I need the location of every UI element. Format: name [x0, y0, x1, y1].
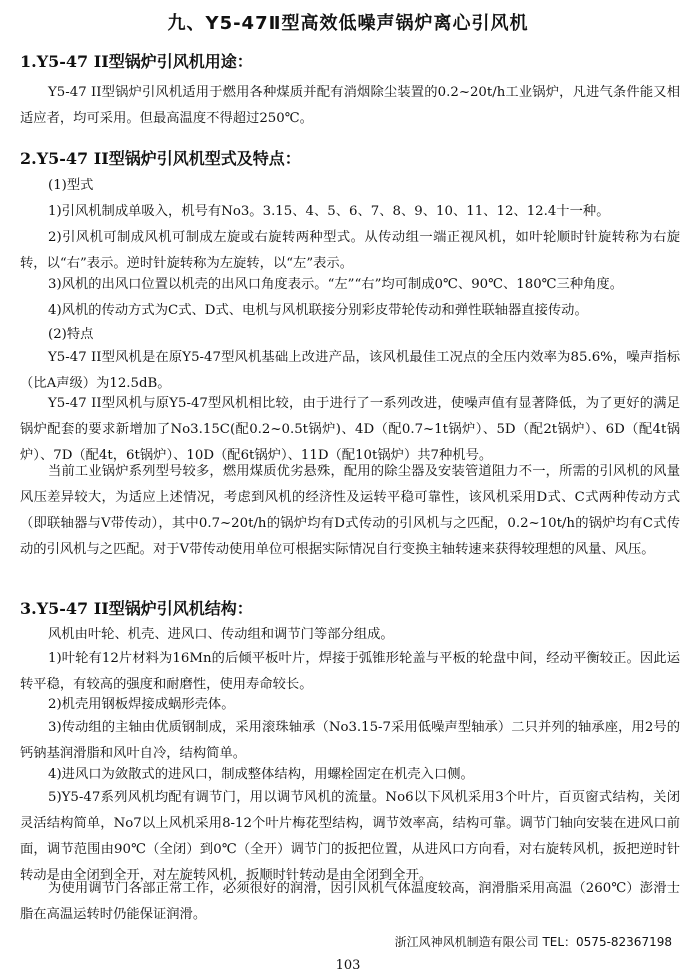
- structure-item-6: 为使用调节门各部正常工作，必须很好的润滑，因引风机气体温度较高，润滑脂采用高温（260℃）澎滑士脂在高温运转时仍能保证润滑。: [20, 881, 680, 922]
- features-paragraph-1: Y5-47 II型风机是在原Y5-47型风机基础上改进产品，该风机最佳工况点的全压内效率为85.6%，噪声指标（比A声级）为12.5dB。: [20, 350, 680, 391]
- structure-item-5: 5)Y5-47系列风机均配有调节门，用以调节风机的流量。No6以下风机采用3个叶片，百页窗式结构，关闭灵活结构简单，No7以上风机采用8-12个叶片梅花型结构，调节效率高，结构可靠。调节门轴向安装在进风口前面，调节范围由90℃（全闭）到0℃（全开）调节门的扳把位置，从进风口方向看，对右旋转风机，扳把逆时针转动是由全闭到全开，对左旋转风机，扳顺时针转动是由全闭到全开。: [20, 790, 680, 883]
- structure-intro: 风机由叶轮、机壳、进风口、传动组和调节门等部分组成。: [48, 627, 394, 642]
- form-item-2: 2)引风机可制成风机可制成左旋或右旋转两种型式。从传动组一端正视风机，如叶轮顺时针旋转称为右旋转，以“右”表示。逆时针旋转称为左旋转，以“左”表示。: [20, 230, 680, 271]
- section-2-heading: 2.Y5-47 II型锅炉引风机型式及特点：: [20, 149, 301, 168]
- subheading-features: (2)特点: [48, 327, 94, 342]
- page-number: 103: [335, 958, 361, 973]
- footer-company-info: 浙江风神风机制造有限公司 TEL：0575-82367198: [394, 935, 672, 949]
- structure-item-2: 2)机壳用钢板焊接成蜗形壳体。: [48, 697, 235, 712]
- form-item-4: 4)风机的传动方式为C式、D式、电机与风机联接分别彩皮带轮传动和弹性联轴器直接传动。: [48, 303, 588, 318]
- form-item-1: 1)引风机制成单吸入，机号有No3。3.15、4、5、6、7、8、9、10、11、12、12.4十一种。: [48, 204, 610, 219]
- structure-item-4: 4)进风口为敛散式的进风口，制成整体结构，用螺栓固定在机壳入口侧。: [48, 767, 474, 782]
- section-3-heading: 3.Y5-47 II型锅炉引风机结构：: [20, 599, 253, 618]
- features-paragraph-2: Y5-47 II型风机与原Y5-47型风机相比较，由于进行了一系列改进，使噪声值有显著降低，为了更好的满足锅炉配套的要求新增加了No3.15C(配0.2~0.5t锅炉)、4D（配0.7~1t锅炉）、5D（配2t锅炉）、6D（配4t锅炉）、7D（配4t，6t锅炉）、10D（配6t锅炉）、11D（配10t锅炉）共7种机号。: [20, 396, 680, 463]
- features-paragraph-3: 当前工业锅炉系列型号较多，燃用煤质优劣悬殊，配用的除尘器及安装管道阻力不一，所需的引风机的风量风压差异较大，为适应上述情况，考虑到风机的经济性及运转平稳可靠性，该风机采用D式、C式两种传动方式（即联轴器与V带传动），其中0.7~20t/h的锅炉均有D式传动的引风机与之匹配，0.2~10t/h的锅炉均有C式传动的引风机与之匹配。对于V带传动使用单位可根据实际情况自行变换主轴转速来获得较理想的风量、风压。: [20, 464, 680, 557]
- subheading-form: (1)型式: [48, 178, 94, 193]
- structure-item-1: 1)叶轮有12片材料为16Mn的后倾平板叶片，焊接于弧锥形轮盖与平板的轮盘中间，经动平衡较正。因此运转平稳，有较高的强度和耐磨性，使用寿命较长。: [20, 651, 680, 692]
- structure-item-3: 3)传动组的主轴由优质钢制成，采用滚珠轴承（No3.15-7采用低噪声型轴承）二只并列的轴承座，用2号的钙钠基润滑脂和风叶自冷，结构简单。: [20, 720, 680, 761]
- section-1-paragraph: Y5-47 II型锅炉引风机适用于燃用各种煤质并配有消烟除尘装置的0.2~20t/h工业锅炉，凡进气条件能又相适应者，均可采用。但最高温度不得超过250℃。: [20, 85, 680, 126]
- page-title: 九、Y5-47Ⅱ型高效低噪声锅炉离心引风机: [167, 13, 529, 34]
- section-1-heading: 1.Y5-47 II型锅炉引风机用途：: [20, 52, 253, 71]
- form-item-3: 3)风机的出风口位置以机壳的出风口角度表示。“左”“右”均可制成0℃、90℃、180℃三种角度。: [48, 277, 624, 292]
